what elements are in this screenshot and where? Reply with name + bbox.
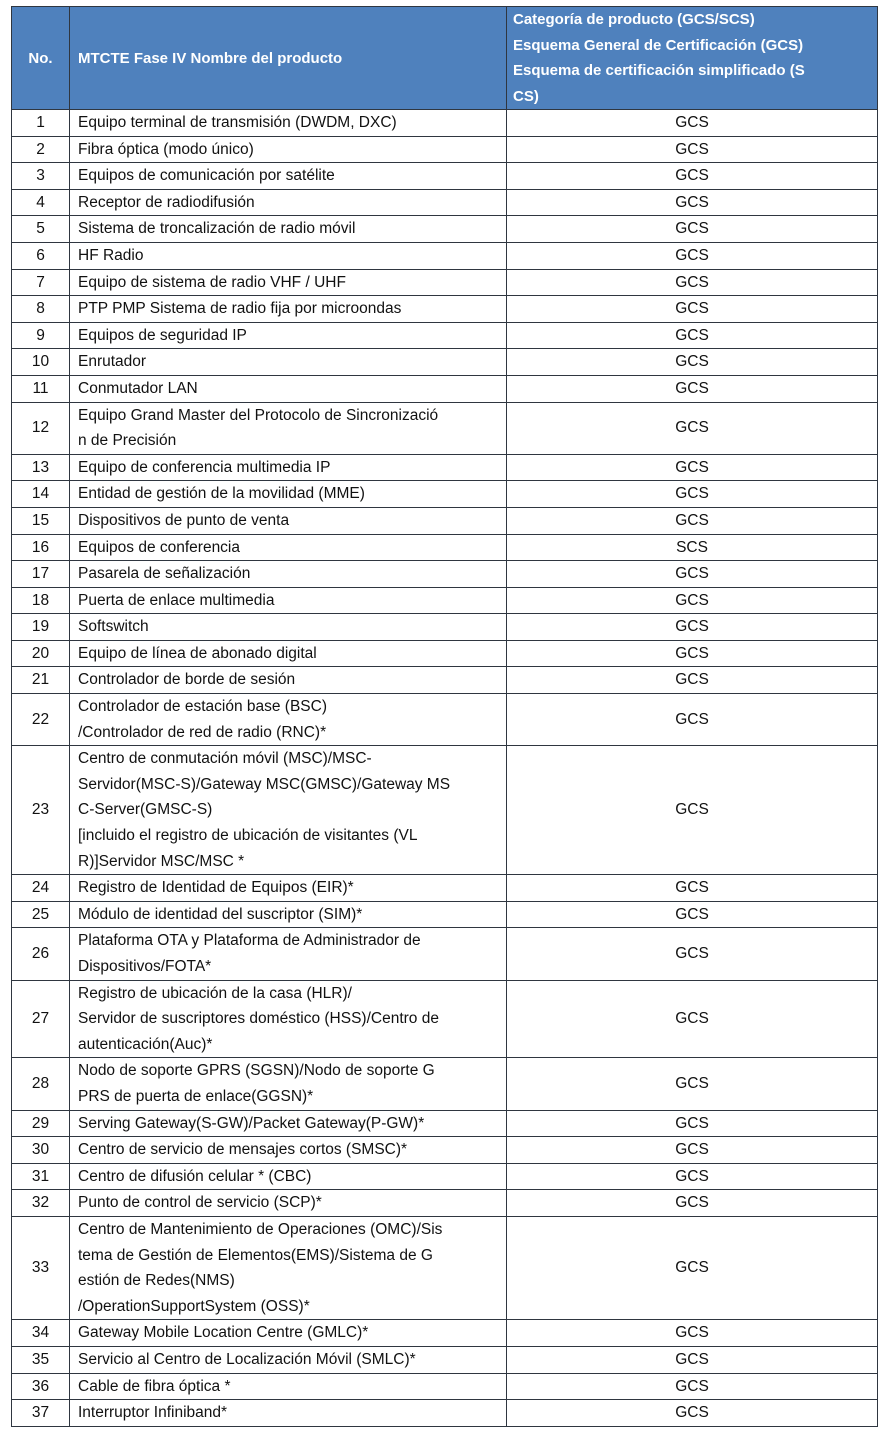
table-row [12, 1137, 878, 1164]
product-name [70, 614, 507, 641]
row-number: 6 [12, 242, 70, 269]
product-category: GCS [507, 694, 878, 746]
product-name [70, 1373, 507, 1400]
product-name-line: Cable de fibra óptica * [78, 1377, 231, 1395]
table-row [12, 189, 878, 216]
product-name-line: Puerta de enlace multimedia [78, 591, 275, 609]
product-name [70, 746, 507, 875]
table-row [12, 1373, 878, 1400]
product-name-line: Controlador de borde de sesión [78, 671, 296, 689]
product-category: GCS [507, 216, 878, 243]
product-name [70, 875, 507, 902]
product-name-line: Enrutador [78, 353, 147, 371]
row-number: 37 [12, 1400, 70, 1427]
product-category: GCS [507, 349, 878, 376]
product-name-line: Equipos de seguridad IP [78, 326, 247, 344]
row-number: 22 [12, 694, 70, 746]
product-name-line: HF Radio [78, 246, 144, 264]
product-category: GCS [507, 189, 878, 216]
product-name [70, 1058, 507, 1110]
product-name [70, 1110, 507, 1137]
product-name-line: /Controlador de red de radio (RNC)* [78, 723, 327, 741]
product-name-line: PRS de puerta de enlace(GGSN)* [78, 1087, 314, 1105]
row-number: 7 [12, 269, 70, 296]
product-name [70, 694, 507, 746]
table-row [12, 901, 878, 928]
table-row [12, 1110, 878, 1137]
product-name [70, 901, 507, 928]
header-category-line: Esquema de certificación simplificado (S [513, 62, 805, 79]
table-row [12, 296, 878, 323]
product-category: GCS [507, 375, 878, 402]
row-number: 25 [12, 901, 70, 928]
product-category: GCS [507, 980, 878, 1058]
product-name [70, 242, 507, 269]
row-number: 11 [12, 375, 70, 402]
product-category: GCS [507, 296, 878, 323]
product-category: GCS [507, 1346, 878, 1373]
row-number: 21 [12, 667, 70, 694]
product-category: GCS [507, 110, 878, 137]
product-name [70, 375, 507, 402]
product-category: GCS [507, 1216, 878, 1319]
row-number: 20 [12, 640, 70, 667]
header-category-line: CS) [513, 87, 539, 105]
product-category: GCS [507, 928, 878, 980]
row-number: 2 [12, 136, 70, 163]
product-name-line: Módulo de identidad del suscriptor (SIM)* [78, 905, 363, 923]
table-row [12, 980, 878, 1058]
product-name-line: Centro de conmutación móvil (MSC)/MSC- [78, 750, 372, 768]
product-category: GCS [507, 136, 878, 163]
product-name-line: Centro de Mantenimiento de Operaciones (OMC)/Sis [78, 1220, 443, 1238]
product-name [70, 561, 507, 588]
table-row [12, 1400, 878, 1427]
product-name [70, 322, 507, 349]
product-name [70, 296, 507, 323]
product-name [70, 980, 507, 1058]
table-row [12, 110, 878, 137]
header-product-name: MTCTE Fase IV Nombre del producto [70, 7, 507, 110]
table-row [12, 561, 878, 588]
header-category [507, 7, 878, 110]
product-name [70, 1400, 507, 1427]
table-row [12, 1058, 878, 1110]
row-number: 31 [12, 1163, 70, 1190]
product-name [70, 163, 507, 190]
row-number: 5 [12, 216, 70, 243]
product-name [70, 640, 507, 667]
table-row [12, 928, 878, 980]
table-row [12, 454, 878, 481]
product-name [70, 587, 507, 614]
row-number: 9 [12, 322, 70, 349]
table-row [12, 242, 878, 269]
product-category: GCS [507, 1058, 878, 1110]
product-name-line: estión de Redes(NMS) [78, 1272, 235, 1290]
product-name-line: Equipo de sistema de radio VHF / UHF [78, 273, 346, 291]
row-number: 34 [12, 1320, 70, 1347]
product-category: GCS [507, 322, 878, 349]
product-category: GCS [507, 614, 878, 641]
product-name-line: Dispositivos de punto de venta [78, 511, 290, 529]
product-name [70, 269, 507, 296]
table-body [12, 110, 878, 1427]
header-category-line: Categoría de producto (GCS/SCS) [513, 11, 755, 28]
product-name [70, 667, 507, 694]
product-category: GCS [507, 1110, 878, 1137]
table-row [12, 163, 878, 190]
table-row [12, 349, 878, 376]
product-category: GCS [507, 163, 878, 190]
row-number: 17 [12, 561, 70, 588]
product-name-line: Registro de Identidad de Equipos (EIR)* [78, 879, 354, 897]
product-name-line: Receptor de radiodifusión [78, 193, 255, 211]
product-name-line: Registro de ubicación de la casa (HLR)/ [78, 984, 352, 1002]
row-number: 15 [12, 507, 70, 534]
product-name-line: Equipo terminal de transmisión (DWDM, DXC) [78, 114, 397, 131]
product-category: SCS [507, 534, 878, 561]
product-category: GCS [507, 640, 878, 667]
product-category: GCS [507, 587, 878, 614]
table-row [12, 614, 878, 641]
row-number: 30 [12, 1137, 70, 1164]
product-category: GCS [507, 1190, 878, 1217]
table-row [12, 1216, 878, 1319]
product-name [70, 110, 507, 137]
product-name [70, 1216, 507, 1319]
product-name-line: Equipos de comunicación por satélite [78, 167, 335, 185]
product-category: GCS [507, 901, 878, 928]
table-row [12, 640, 878, 667]
product-category: GCS [507, 481, 878, 508]
product-name-line: Servidor de suscriptores doméstico (HSS)/Centro de [78, 1010, 439, 1028]
header-category-line: Esquema General de Certificación (GCS) [513, 36, 804, 54]
table-row [12, 587, 878, 614]
table-row [12, 136, 878, 163]
row-number: 23 [12, 746, 70, 875]
product-name-line: Conmutador LAN [78, 379, 198, 397]
table-row [12, 481, 878, 508]
row-number: 12 [12, 402, 70, 454]
table-row [12, 1320, 878, 1347]
table-row [12, 1163, 878, 1190]
product-name-line: Softswitch [78, 618, 149, 636]
product-name-line: Interruptor Infiniband* [78, 1404, 228, 1422]
product-name [70, 189, 507, 216]
product-name-line: tema de Gestión de Elementos(EMS)/Sistema de G [78, 1246, 433, 1264]
row-number: 29 [12, 1110, 70, 1137]
product-category: GCS [507, 454, 878, 481]
product-name [70, 136, 507, 163]
product-name-line: Equipos de conferencia [78, 538, 241, 556]
row-number: 32 [12, 1190, 70, 1217]
product-name-line: R)]Servidor MSC/MSC * [78, 852, 245, 870]
product-category: GCS [507, 1163, 878, 1190]
product-table [11, 6, 878, 1427]
row-number: 8 [12, 296, 70, 323]
product-category: GCS [507, 1137, 878, 1164]
table-row [12, 269, 878, 296]
table-row [12, 746, 878, 875]
product-name [70, 534, 507, 561]
product-name-line: Punto de control de servicio (SCP)* [78, 1194, 322, 1212]
table-row [12, 875, 878, 902]
product-name-line: Pasarela de señalización [78, 565, 251, 583]
row-number: 16 [12, 534, 70, 561]
product-name-line: Controlador de estación base (BSC) [78, 698, 327, 716]
product-name-line: C-Server(GMSC-S) [78, 801, 213, 819]
row-number: 4 [12, 189, 70, 216]
row-number: 19 [12, 614, 70, 641]
row-number: 35 [12, 1346, 70, 1373]
table-row [12, 694, 878, 746]
row-number: 14 [12, 481, 70, 508]
row-number: 33 [12, 1216, 70, 1319]
product-name [70, 1163, 507, 1190]
row-number: 36 [12, 1373, 70, 1400]
product-name-line: [incluido el registro de ubicación de visitantes (VL [78, 827, 418, 845]
product-name-line: Nodo de soporte GPRS (SGSN)/Nodo de soporte G [78, 1062, 435, 1080]
product-name-line: Centro de difusión celular * (CBC) [78, 1167, 312, 1185]
product-category: GCS [507, 875, 878, 902]
product-name-line: Plataforma OTA y Plataforma de Administrador de [78, 932, 421, 950]
product-name [70, 454, 507, 481]
product-name-line: Centro de servicio de mensajes cortos (SMSC)* [78, 1141, 408, 1159]
product-name [70, 507, 507, 534]
product-category: GCS [507, 746, 878, 875]
product-name-line: Equipo de línea de abonado digital [78, 644, 317, 662]
row-number: 28 [12, 1058, 70, 1110]
product-name-line: /OperationSupportSystem (OSS)* [78, 1297, 310, 1315]
product-name-line: Equipo de conferencia multimedia IP [78, 458, 331, 476]
table-row [12, 534, 878, 561]
row-number: 3 [12, 163, 70, 190]
row-number: 26 [12, 928, 70, 980]
row-number: 1 [12, 110, 70, 137]
product-name [70, 216, 507, 243]
table-header [12, 7, 878, 110]
row-number: 10 [12, 349, 70, 376]
product-category: GCS [507, 402, 878, 454]
product-name-line: Dispositivos/FOTA* [78, 958, 212, 975]
product-name [70, 402, 507, 454]
table-row [12, 402, 878, 454]
product-category: GCS [507, 507, 878, 534]
table-row [12, 667, 878, 694]
product-category: GCS [507, 269, 878, 296]
row-number: 27 [12, 980, 70, 1058]
product-name-line: Equipo Grand Master del Protocolo de Sincronizació [78, 406, 439, 424]
table-row [12, 507, 878, 534]
product-name [70, 1137, 507, 1164]
table-row [12, 1190, 878, 1217]
product-name [70, 349, 507, 376]
table-row [12, 216, 878, 243]
product-name-line: Sistema de troncalización de radio móvil [78, 220, 356, 238]
row-number: 18 [12, 587, 70, 614]
product-name-line: Serving Gateway(S-GW)/Packet Gateway(P-GW)* [78, 1114, 425, 1132]
product-category: GCS [507, 561, 878, 588]
header-no: No. [12, 7, 70, 110]
product-category: GCS [507, 1320, 878, 1347]
product-name [70, 928, 507, 980]
table-row [12, 322, 878, 349]
product-name-line: Gateway Mobile Location Centre (GMLC)* [78, 1324, 369, 1342]
product-category: GCS [507, 667, 878, 694]
product-name-line: n de Precisión [78, 432, 177, 450]
row-number: 24 [12, 875, 70, 902]
product-name-line: Servicio al Centro de Localización Móvil (SMLC)* [78, 1350, 416, 1368]
product-name-line: PTP PMP Sistema de radio fija por microondas [78, 300, 402, 318]
product-name [70, 481, 507, 508]
row-number: 13 [12, 454, 70, 481]
product-category: GCS [507, 1373, 878, 1400]
product-name-line: Entidad de gestión de la movilidad (MME) [78, 485, 365, 503]
product-name-line: Fibra óptica (modo único) [78, 140, 254, 158]
product-name [70, 1346, 507, 1373]
product-name-line: Servidor(MSC-S)/Gateway MSC(GMSC)/Gateway MS [78, 775, 451, 793]
product-name [70, 1320, 507, 1347]
table-row [12, 1346, 878, 1373]
product-category: GCS [507, 242, 878, 269]
product-category: GCS [507, 1400, 878, 1427]
product-name-line: autenticación(Auc)* [78, 1035, 213, 1053]
table-row [12, 375, 878, 402]
product-name [70, 1190, 507, 1217]
